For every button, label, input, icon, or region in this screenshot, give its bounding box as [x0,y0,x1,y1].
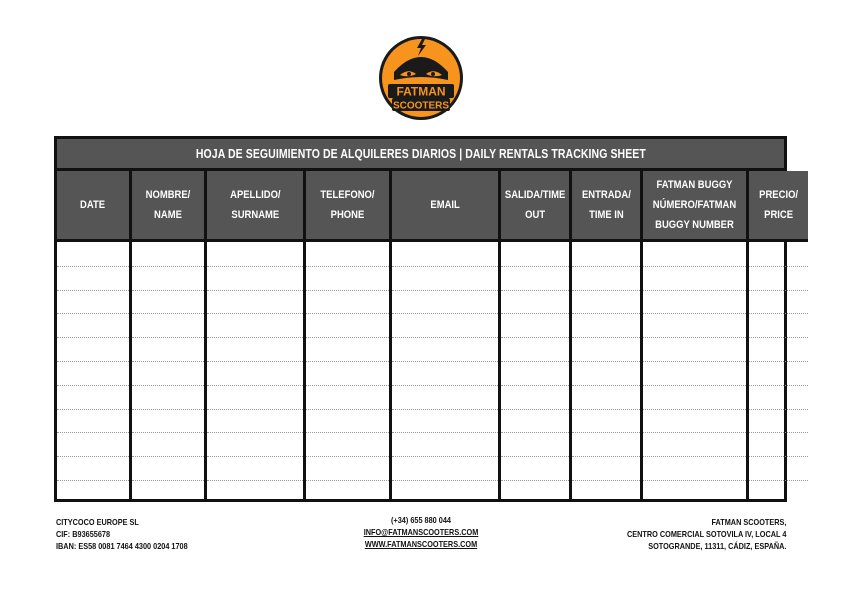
footer-company-name: CITYCOCO EUROPE SL [56,517,139,527]
row-divider [749,385,808,386]
footer-address-line2: CENTRO COMERCIAL SOTOVILA IV, LOCAL 4 [626,529,786,539]
row-divider [572,313,640,314]
footer-phone: (+34) 655 880 044 [391,515,451,525]
logo-text-scooters: SCOOTERS [392,100,450,112]
row-divider [501,361,569,362]
row-divider [501,337,569,338]
row-divider [572,337,640,338]
row-divider [749,266,808,267]
row-divider [572,290,640,291]
column-body-buggy-number [643,242,746,499]
column-time-out [501,171,569,499]
row-divider [132,266,204,267]
row-divider [643,409,746,410]
footer-cif: CIF: B93655678 [56,529,111,539]
column-price [749,171,808,499]
row-divider [572,480,640,481]
row-divider [306,409,389,410]
column-phone [306,171,389,499]
row-divider [57,266,129,267]
row-divider [392,266,498,267]
column-header-label: ENTRADA/ TIME IN [581,189,631,221]
row-divider [392,480,498,481]
row-divider [57,432,129,433]
row-divider [392,409,498,410]
column-body-phone [306,242,389,499]
footer-contact [340,514,502,550]
row-divider [643,266,746,267]
row-divider [643,456,746,457]
row-divider [132,361,204,362]
row-divider [572,432,640,433]
row-divider [57,480,129,481]
row-divider [501,409,569,410]
row-divider [749,313,808,314]
column-header-surname [207,171,303,242]
row-divider [643,385,746,386]
row-divider [392,432,498,433]
row-divider [132,480,204,481]
footer-email-link[interactable]: INFO@FATMANSCOOTERS.COM [363,527,479,537]
row-divider [207,432,303,433]
row-divider [57,385,129,386]
column-body-name [132,242,204,499]
row-divider [749,456,808,457]
column-name [132,171,204,499]
column-header-date [57,171,129,242]
row-divider [572,266,640,267]
footer-iban: IBAN: ES58 0081 7464 4300 0204 1708 [56,541,188,551]
row-divider [749,480,808,481]
row-divider [392,313,498,314]
row-divider [501,290,569,291]
row-divider [306,385,389,386]
column-header-label: NOMBRE/ NAME [145,189,191,221]
column-body-email [392,242,498,499]
column-header-price [749,171,808,242]
row-divider [392,337,498,338]
row-divider [643,480,746,481]
row-divider [132,290,204,291]
row-divider [132,432,204,433]
row-divider [306,290,389,291]
table-title-bar [57,139,784,171]
row-divider [749,361,808,362]
row-divider [207,313,303,314]
row-divider [643,361,746,362]
row-divider [392,361,498,362]
row-divider [501,480,569,481]
column-header-email [392,171,498,242]
fatman-scooters-logo [378,34,464,122]
column-body-date [57,242,129,499]
row-divider [57,313,129,314]
row-divider [501,456,569,457]
row-divider [572,456,640,457]
row-divider [643,290,746,291]
row-divider [132,337,204,338]
row-divider [57,456,129,457]
row-divider [57,290,129,291]
row-divider [132,313,204,314]
column-header-label: PRECIO/ PRICE [759,189,798,221]
row-divider [749,432,808,433]
row-divider [306,266,389,267]
row-divider [643,432,746,433]
row-divider [207,480,303,481]
column-header-phone [306,171,389,242]
column-header-label: DATE [80,199,106,211]
row-divider [207,337,303,338]
row-divider [306,313,389,314]
row-divider [501,266,569,267]
column-body-time-out [501,242,569,499]
row-divider [572,361,640,362]
column-header-time-in [572,171,640,242]
row-divider [306,480,389,481]
table-title: HOJA DE SEGUIMIENTO DE ALQUILERES DIARIOS | DAILY RENTALS TRACKING SHEET [195,146,646,161]
row-divider [572,409,640,410]
row-divider [57,409,129,410]
column-header-label: SALIDA/TIME OUT [504,189,566,221]
row-divider [392,290,498,291]
row-divider [306,432,389,433]
row-divider [132,409,204,410]
column-time-in [572,171,640,499]
row-divider [306,456,389,457]
row-divider [306,361,389,362]
footer-address-line3: SOTOGRANDE, 11311, CÁDIZ, ESPAÑA. [647,541,786,551]
column-header-label: FATMAN BUGGY NÚMERO/FATMAN BUGGY NUMBER [652,179,737,231]
column-date [57,171,129,499]
rentals-tracking-table [54,136,798,502]
column-body-surname [207,242,303,499]
row-divider [207,361,303,362]
row-divider [132,385,204,386]
row-divider [749,409,808,410]
row-divider [207,456,303,457]
column-surname [207,171,303,499]
row-divider [572,385,640,386]
column-body-time-in [572,242,640,499]
row-divider [132,456,204,457]
footer-address-line1: FATMAN SCOOTERS, [710,517,786,527]
column-email [392,171,498,499]
column-header-time-out [501,171,569,242]
row-divider [392,385,498,386]
column-buggy-number [643,171,746,499]
row-divider [207,290,303,291]
row-divider [207,266,303,267]
row-divider [643,337,746,338]
column-header-label: APELLIDO/ SURNAME [229,189,281,221]
row-divider [306,337,389,338]
column-header-buggy-number [643,171,746,242]
row-divider [749,337,808,338]
column-header-label: EMAIL [430,199,460,211]
table-columns [57,171,798,499]
row-divider [207,385,303,386]
column-header-name [132,171,204,242]
row-divider [749,290,808,291]
row-divider [501,313,569,314]
footer-web-link[interactable]: WWW.FATMANSCOOTERS.COM [364,539,478,549]
column-header-label: TELEFONO/ PHONE [320,189,375,221]
column-body-price [749,242,808,499]
row-divider [501,385,569,386]
footer-address [601,516,786,552]
row-divider [57,361,129,362]
row-divider [57,337,129,338]
footer-company-info [56,516,209,552]
row-divider [207,409,303,410]
row-divider [392,456,498,457]
row-divider [501,432,569,433]
logo-text-fatman: FATMAN [396,84,446,99]
row-divider [643,313,746,314]
